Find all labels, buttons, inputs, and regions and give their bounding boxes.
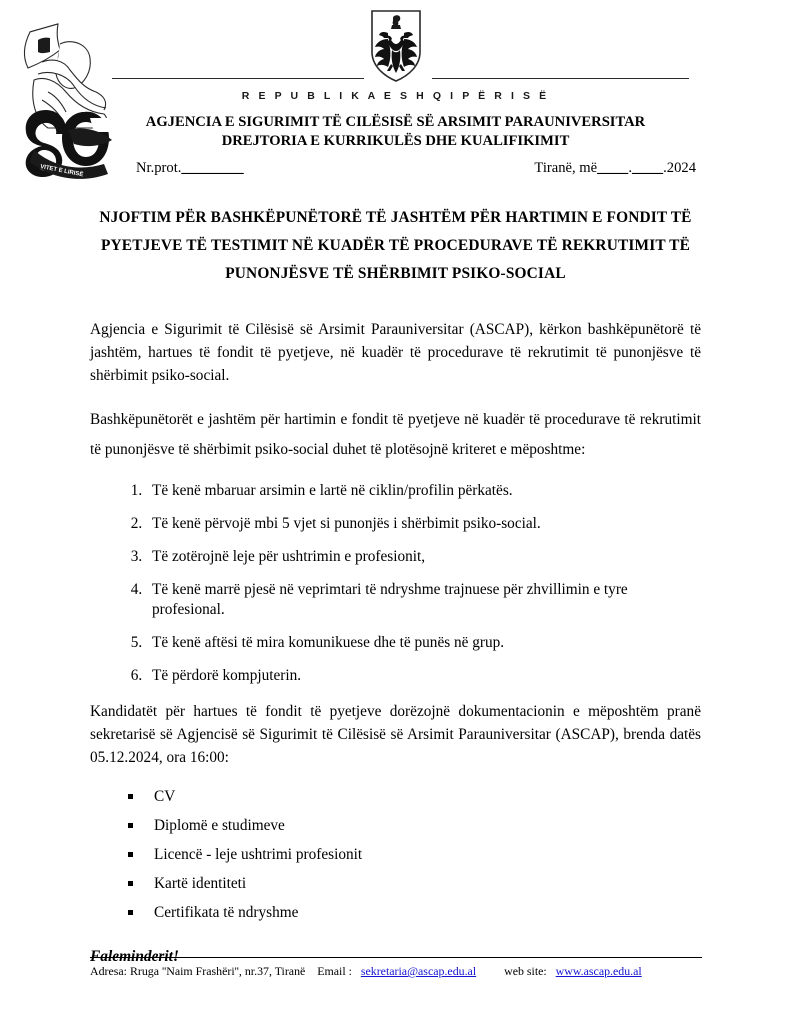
agency-heading: AGJENCIA E SIGURIMIT TË CILËSISË SË ARSIMIT PARAUNIVERSITAR [145, 114, 646, 130]
footer-contact-line [90, 963, 702, 979]
date-year: .2024 [663, 160, 696, 176]
date-field [534, 160, 696, 177]
header-rule-right [432, 78, 689, 79]
list-item: Certifikata të ndryshme [128, 903, 701, 922]
footer-rule [90, 957, 702, 958]
list-item: 4. Të kenë marrë pjesë në veprimtari të ndryshme trajnuese për zhvillimin e tyre profesional. [146, 580, 701, 620]
date-month-blank[interactable]: ____ [631, 160, 664, 176]
protocol-date-row [136, 160, 696, 177]
header-rule-left [112, 78, 364, 79]
intro-paragraph: Agjencia e Sigurimit të Cilësisë së Arsimit Parauniversitar (ASCAP), kërkon bashkëpunëtorë të jashtëm, hartues të fondit të pyetjeve, në kuadër të procedurave të rekrutimit të punonjësve të shërbimit psiko-social. [90, 321, 701, 384]
footer-address: Adresa: Rruga ''Naim Frashëri'', nr.37, Tiranë [90, 964, 306, 978]
footer-website-link[interactable]: www.ascap.edu.al [555, 964, 642, 978]
directorate-heading: DREJTORIA E KURRIKULËS DHE KUALIFIKIMIT [221, 133, 570, 149]
document-body [90, 196, 701, 966]
svg-text:VITET E LIRISË: VITET E LIRISË [39, 164, 84, 179]
footer-website-label: web site: [504, 964, 547, 978]
required-documents-list [90, 787, 701, 922]
protocol-number-field [136, 160, 244, 177]
list-item: Diplomë e studimeve [128, 816, 701, 835]
closing-thanks: Faleminderit! [90, 948, 179, 965]
list-item: 1. Të kenë mbaruar arsimin e lartë në ciklin/profilin përkatës. [146, 481, 701, 501]
submission-paragraph: Kandidatët për hartues të fondit të pyetjeve dorëzojnë dokumentacionin e mëposhtëm pranë sekretarisë së Agjencisë së Sigurimit të Cilësisë së Arsimit Parauniversitar (ASCAP), brenda datës 05.12.2024, ora 16:00: [90, 703, 701, 766]
protocol-label: Nr.prot. [136, 160, 182, 176]
document-title: NJOFTIM PËR BASHKËPUNËTORË TË JASHTËM PËR HARTIMIN E FONDIT TË PYETJEVE TË TESTIMIT NË KUADËR TË PROCEDURAVE TË REKRUTIMIT TË PUNONJËSVE TË SHËRBIMIT PSIKO-SOCIAL [99, 209, 692, 282]
date-separator: . [628, 160, 632, 176]
list-item: Kartë identiteti [128, 874, 701, 893]
document-footer [90, 957, 702, 979]
document-header [0, 0, 791, 192]
list-item: CV [128, 787, 701, 806]
date-day-blank[interactable]: ____ [597, 160, 629, 176]
date-label: Tiranë, më [534, 160, 598, 176]
criteria-list [90, 481, 701, 686]
criteria-intro-paragraph: Bashkëpunëtorët e jashtëm për hartimin e fondit të pyetjeve në kuadër të procedurave të rekrutimit të punonjësve të shërbimit psiko-social duhet të plotësojnë kriteret e mëposhtme: [90, 411, 701, 458]
republic-heading: R E P U B L I K A E S H Q I P Ë R I S Ë [241, 90, 550, 102]
list-item: 2. Të kenë përvojë mbi 5 vjet si punonjës i shërbimit psiko-social. [146, 514, 701, 534]
list-item: 3. Të zotërojnë leje për ushtrimin e profesionit, [146, 547, 701, 567]
footer-email-label: Email : [317, 964, 352, 978]
list-item: Licencë - leje ushtrimi profesionit [128, 845, 701, 864]
protocol-blank[interactable]: ________ [181, 160, 244, 176]
albanian-coat-of-arms-icon [368, 8, 424, 84]
list-item: 5. Të kenë aftësi të mira komunikuese dhe të punës në grup. [146, 633, 701, 653]
list-item: 6. Të përdorë kompjuterin. [146, 666, 701, 686]
footer-email-link[interactable]: sekretaria@ascap.edu.al [360, 964, 477, 978]
